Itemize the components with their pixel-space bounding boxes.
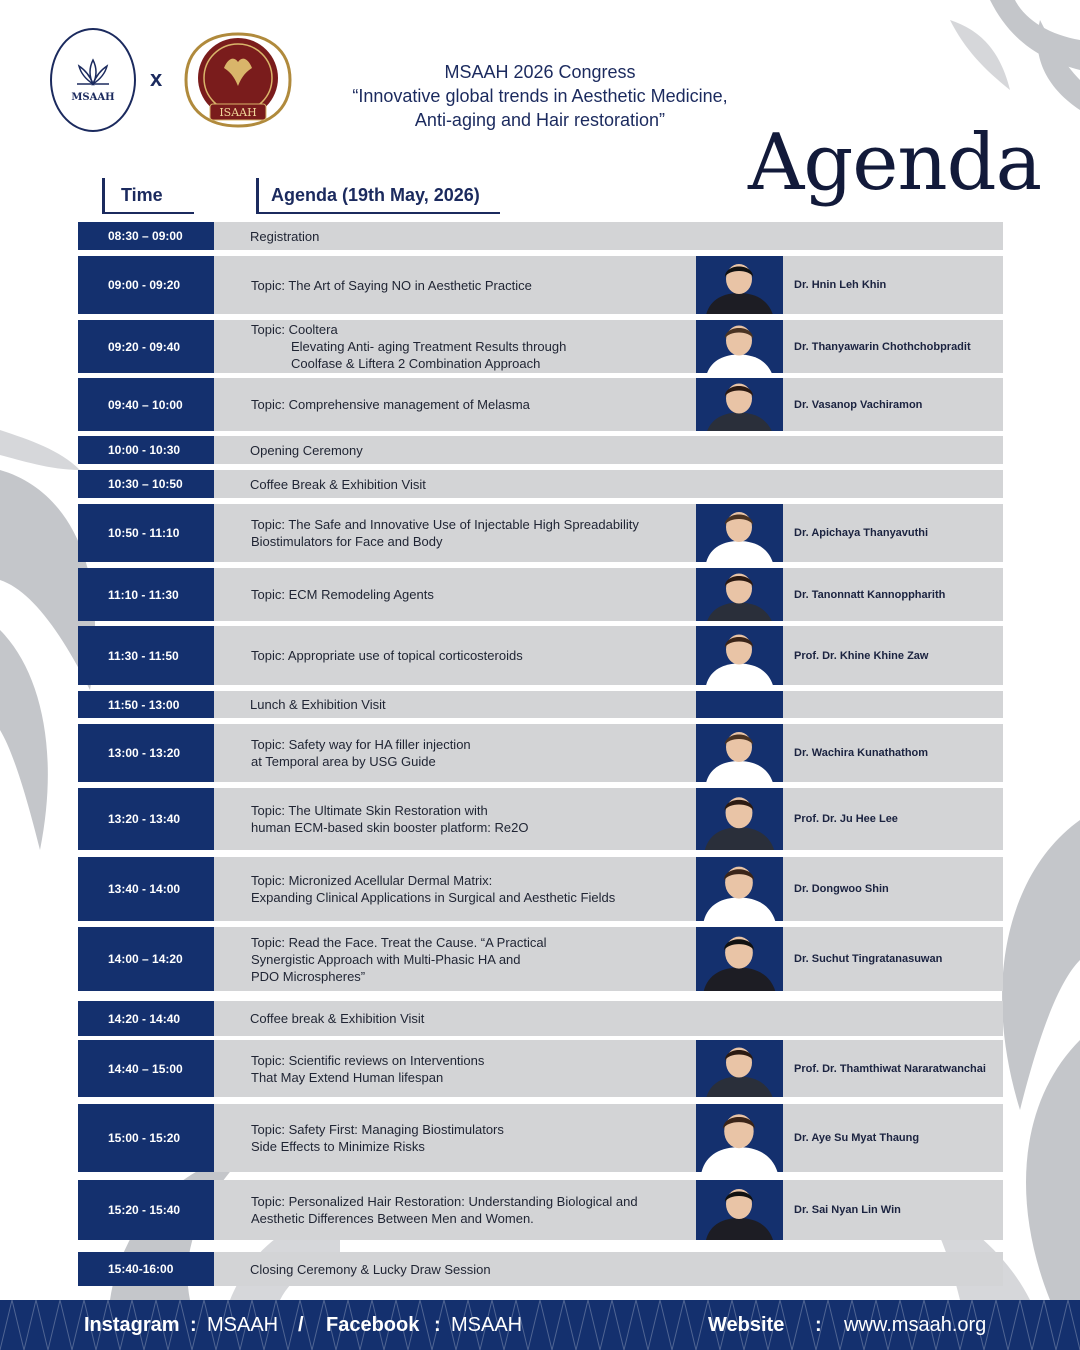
session-topic-line: Coffee break & Exhibition Visit: [250, 1011, 425, 1026]
session-time: 14:00 – 14:20: [78, 927, 214, 991]
agenda-row: [78, 927, 1003, 991]
session-time: 15:00 - 15:20: [78, 1104, 214, 1172]
session-topic: [250, 222, 690, 250]
congress-title: [300, 60, 780, 132]
website-separator: :: [815, 1314, 822, 1336]
agenda-row: [78, 626, 1003, 685]
session-topic-line: Topic: Read the Face. Treat the Cause. “A Practical: [251, 934, 547, 950]
time-column-header: Time: [102, 178, 194, 214]
session-topic: [251, 568, 691, 621]
agenda-row: [78, 1252, 1003, 1286]
session-time: 09:20 - 09:40: [78, 320, 214, 373]
instagram-separator: :: [190, 1314, 197, 1336]
session-topic-line: Topic: The Art of Saying NO in Aesthetic Practice: [251, 277, 532, 293]
speaker-photo: [696, 1040, 783, 1097]
session-topic-line: Biostimulators for Face and Body: [251, 534, 443, 549]
session-topic-line: Topic: The Ultimate Skin Restoration with: [251, 803, 488, 818]
session-topic-line: Topic: Comprehensive management of Melasma: [251, 397, 530, 412]
congress-line-2: “Innovative global trends in Aesthetic Medicine,: [352, 86, 728, 106]
agenda-row: [78, 1001, 1003, 1036]
svg-text:ISAAH: ISAAH: [219, 106, 257, 119]
agenda-row: [78, 470, 1003, 498]
agenda-row: [78, 724, 1003, 782]
session-time: 13:00 - 13:20: [78, 724, 214, 782]
lotus-icon: [73, 58, 113, 88]
agenda-row: [78, 857, 1003, 921]
session-topic: [251, 927, 691, 991]
session-topic-line: Expanding Clinical Applications in Surgical and Aesthetic Fields: [251, 890, 616, 905]
website-label: Website: [708, 1314, 785, 1336]
agenda-row: [78, 504, 1003, 562]
agenda-row: [78, 320, 1003, 373]
session-topic-line: human ECM-based skin booster platform: Re2O: [251, 820, 529, 835]
speaker-name: Dr. Suchut Tingratanasuwan: [794, 953, 943, 965]
session-time: 10:50 - 11:10: [78, 504, 214, 562]
session-time: 14:20 - 14:40: [78, 1001, 214, 1036]
speaker-photo: [696, 504, 783, 562]
session-topic-line: Closing Ceremony & Lucky Draw Session: [250, 1261, 491, 1277]
speaker-photo: [696, 927, 783, 991]
session-time: 15:40-16:00: [78, 1252, 214, 1286]
session-topic: [251, 724, 691, 782]
session-topic: [250, 1252, 690, 1286]
speaker-photo: [696, 626, 783, 685]
facebook-link[interactable]: MSAAH: [451, 1314, 523, 1336]
session-time: 09:00 - 09:20: [78, 256, 214, 314]
session-time: 15:20 - 15:40: [78, 1180, 214, 1240]
session-topic-line: Topic: Micronized Acellular Dermal Matrix:: [251, 873, 493, 888]
facebook-label: Facebook: [326, 1314, 420, 1336]
website-link[interactable]: www.msaah.org: [844, 1314, 987, 1336]
speaker-name: Dr. Dongwoo Shin: [794, 883, 889, 895]
speaker-name: Prof. Dr. Ju Hee Lee: [794, 813, 898, 825]
agenda-row: [78, 378, 1003, 431]
session-topic: [250, 691, 690, 718]
session-topic-line: Opening Ceremony: [250, 442, 363, 458]
session-topic: [251, 1180, 691, 1240]
speaker-photo: [696, 788, 783, 850]
msaah-logo-text: MSAAH: [71, 91, 115, 103]
instagram-label: Instagram: [84, 1314, 180, 1336]
speaker-name: Dr. Apichaya Thanyavuthi: [794, 527, 929, 539]
agenda-row: [78, 436, 1003, 464]
session-topic-line: Topic: Scientific reviews on Interventions: [251, 1052, 485, 1068]
footer-divider: /: [298, 1314, 304, 1336]
session-time: 11:10 - 11:30: [78, 568, 214, 621]
speaker-name: Dr. Thanyawarin Chothchobpradit: [794, 340, 971, 353]
session-topic: [251, 857, 691, 921]
session-topic-line: Topic: The Safe and Innovative Use of Injectable High Spreadability: [251, 517, 639, 532]
session-time: 09:40 – 10:00: [78, 378, 214, 431]
session-topic-line: Coffee Break & Exhibition Visit: [250, 476, 426, 492]
session-topic: [251, 256, 691, 314]
session-topic: [250, 1001, 690, 1036]
speaker-name: Dr. Vasanop Vachiramon: [794, 398, 923, 411]
speaker-name: Dr. Sai Nyan Lin Win: [794, 1204, 901, 1216]
session-topic: [251, 1104, 691, 1172]
isaah-logo: [180, 28, 296, 132]
speaker-photo: [696, 320, 783, 373]
msaah-logo: [50, 28, 136, 132]
agenda-row: [78, 222, 1003, 250]
session-time: 10:30 – 10:50: [78, 470, 214, 498]
agenda-table: [78, 222, 1003, 1286]
session-topic-line: Coolfase & Liftera 2 Combination Approach: [291, 356, 541, 371]
session-topic: [251, 320, 691, 373]
session-topic-line: Registration: [250, 228, 320, 244]
agenda-row: [78, 1040, 1003, 1097]
session-time: 13:20 - 13:40: [78, 788, 214, 850]
session-topic: [251, 504, 691, 562]
congress-line-1: MSAAH 2026 Congress: [444, 62, 636, 82]
agenda-row: [78, 568, 1003, 621]
session-topic-line: Aesthetic Differences Between Men and Women.: [251, 1211, 534, 1226]
session-time: 14:40 – 15:00: [78, 1040, 214, 1097]
congress-line-3: Anti-aging and Hair restoration”: [414, 110, 666, 130]
session-topic-line: Topic: Safety First: Managing Biostimulators: [251, 1122, 504, 1137]
speaker-name: Dr. Hnin Leh Khin: [794, 279, 887, 291]
session-topic-line: Topic: ECM Remodeling Agents: [251, 587, 434, 602]
session-topic-line: Side Effects to Minimize Risks: [251, 1139, 425, 1154]
agenda-row: [78, 788, 1003, 850]
session-topic: [250, 470, 690, 498]
session-time: 08:30 – 09:00: [78, 222, 214, 250]
speaker-name: Dr. Aye Su Myat Thaung: [794, 1132, 920, 1144]
header-logos: [50, 28, 300, 136]
session-topic-line: That May Extend Human lifespan: [251, 1069, 444, 1085]
speaker-photo: [696, 378, 783, 431]
lunch-accent-block: [696, 691, 783, 718]
session-topic-line: Topic: Cooltera: [251, 322, 338, 337]
agenda-column-header: Agenda (19th May, 2026): [256, 178, 500, 214]
speaker-photo: [696, 1104, 783, 1172]
session-topic-line: at Temporal area by USG Guide: [251, 754, 436, 769]
speaker-photo: [696, 724, 783, 782]
agenda-title: Agenda: [748, 118, 1042, 208]
instagram-link[interactable]: MSAAH: [207, 1314, 279, 1336]
session-topic-line: Topic: Personalized Hair Restoration: Understanding Biological and: [251, 1194, 638, 1209]
session-time: 11:30 - 11:50: [78, 626, 214, 685]
speaker-photo: [696, 256, 783, 314]
session-topic-line: Topic: Appropriate use of topical corticosteroids: [251, 648, 523, 663]
session-topic: [250, 436, 690, 464]
session-topic: [251, 788, 691, 850]
session-time: 10:00 - 10:30: [78, 436, 214, 464]
session-topic-line: Topic: Safety way for HA filler injection: [251, 737, 471, 752]
agenda-row: [78, 256, 1003, 314]
agenda-row: [78, 1104, 1003, 1172]
session-topic: [251, 626, 691, 685]
decorative-lotus-top-right: [930, 0, 1080, 120]
session-topic-line: Lunch & Exhibition Visit: [250, 697, 386, 712]
speaker-photo: [696, 1180, 783, 1240]
logo-separator: x: [150, 66, 163, 91]
session-topic: [251, 378, 691, 431]
session-topic: [251, 1040, 691, 1097]
footer: [0, 1300, 1080, 1350]
facebook-separator: :: [434, 1314, 441, 1336]
speaker-photo: [696, 568, 783, 621]
speaker-name: Dr. Wachira Kunathathom: [794, 747, 929, 759]
session-topic-line: Elevating Anti- aging Treatment Results through: [291, 339, 567, 354]
agenda-row: [78, 1180, 1003, 1240]
speaker-photo: [696, 857, 783, 921]
session-topic-line: PDO Microspheres”: [251, 968, 366, 984]
agenda-row: [78, 691, 1003, 718]
speaker-name: Prof. Dr. Thamthiwat Nararatwanchai: [794, 1062, 986, 1075]
session-topic-line: Synergistic Approach with Multi-Phasic HA and: [251, 951, 521, 967]
speaker-name: Prof. Dr. Khine Khine Zaw: [794, 649, 929, 662]
session-time: 11:50 - 13:00: [78, 691, 214, 718]
speaker-name: Dr. Tanonnatt Kannoppharith: [794, 588, 946, 601]
session-time: 13:40 - 14:00: [78, 857, 214, 921]
